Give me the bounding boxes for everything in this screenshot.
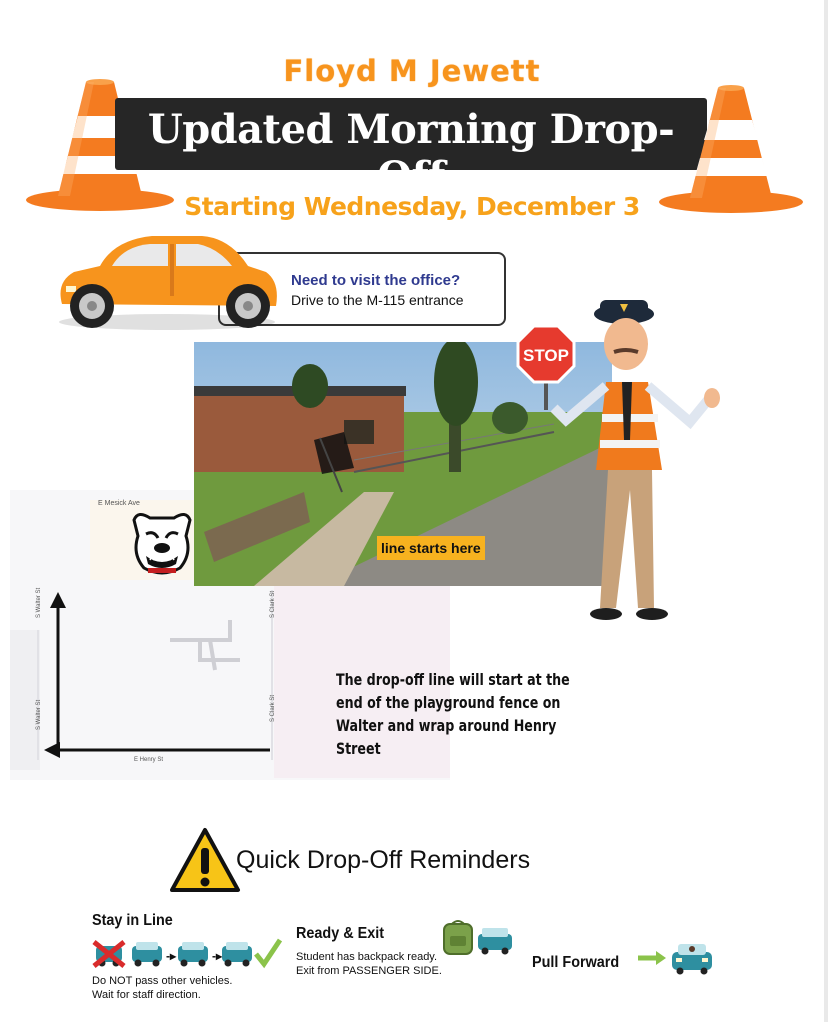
street-label-walter-bottom: S Walter St bbox=[36, 699, 42, 730]
office-direction: Drive to the M-115 entrance bbox=[291, 292, 464, 308]
office-question: Need to visit the office? bbox=[291, 272, 461, 289]
orange-car-icon bbox=[52, 226, 282, 334]
line-starts-callout: line starts here bbox=[377, 536, 485, 560]
stay-in-line-note-2: Wait for staff direction. bbox=[92, 989, 201, 1001]
page-title: Updated Morning Drop-Off bbox=[147, 106, 675, 200]
stay-in-line-heading: Stay in Line bbox=[92, 912, 173, 929]
pull-forward-icon bbox=[636, 938, 718, 978]
school-name: Floyd M Jewett bbox=[283, 54, 541, 88]
ready-exit-note-1: Student has backpack ready. bbox=[296, 951, 438, 963]
stay-in-line-note-1: Do NOT pass other vehicles. bbox=[92, 975, 233, 987]
street-label-clark-top: S Clark St bbox=[270, 590, 276, 618]
svg-text:-▸: -▸ bbox=[212, 949, 223, 963]
dropoff-description: The drop-off line will start at the end of the playground fence on Walter and wrap around Henry Street bbox=[336, 670, 570, 758]
ready-exit-heading: Ready & Exit bbox=[296, 925, 385, 942]
street-label-mesick: E Mesick Ave bbox=[98, 500, 140, 507]
start-date: Starting Wednesday, December 3 bbox=[184, 192, 640, 221]
bulldog-mascot-icon bbox=[128, 510, 196, 576]
reminders-title: Quick Drop-Off Reminders bbox=[236, 846, 531, 874]
stop-sign-text: STOP bbox=[523, 346, 569, 365]
warning-icon bbox=[168, 826, 242, 894]
ready-exit-note-2: Exit from PASSENGER SIDE. bbox=[296, 965, 442, 977]
street-label-henry: E Henry St bbox=[134, 757, 164, 763]
stay-in-line-cars-icon bbox=[90, 936, 286, 972]
crossing-guard-icon bbox=[512, 290, 726, 626]
street-label-clark-bottom: S Clark St bbox=[270, 694, 276, 722]
pull-forward-heading: Pull Forward bbox=[532, 954, 620, 971]
backpack-car-icon bbox=[440, 918, 516, 958]
street-label-walter-top: S Walter St bbox=[36, 587, 42, 618]
svg-text:-▸: -▸ bbox=[166, 949, 177, 963]
route-arrows bbox=[40, 590, 280, 760]
